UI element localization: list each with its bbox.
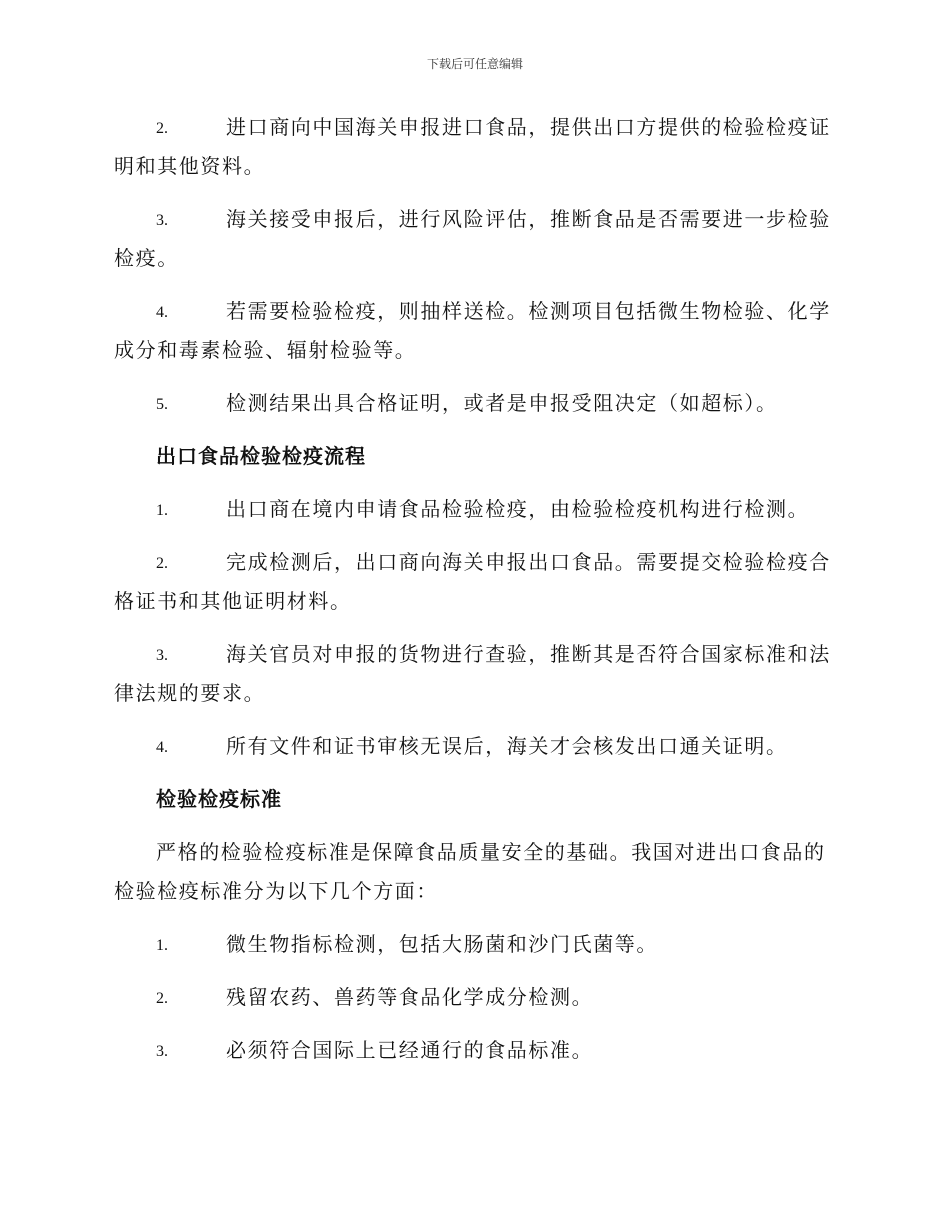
list-item bbox=[114, 727, 834, 766]
item-text-line1: 海关官员对申报的货物进行查验，推断其是否符合国家标准和法 bbox=[226, 642, 831, 666]
item-number: 4. bbox=[156, 739, 168, 756]
item-number: 5. bbox=[156, 396, 168, 413]
paragraph-line1: 严格的检验检疫标准是保障食品质量安全的基础。我国对进出口食品的 bbox=[156, 840, 826, 864]
item-text-line1: 微生物指标检测，包括大肠菌和沙门氏菌等。 bbox=[226, 932, 658, 956]
item-number: 3. bbox=[156, 212, 168, 229]
item-number: 2. bbox=[156, 555, 168, 572]
list-item bbox=[114, 1031, 834, 1070]
item-text-line1: 进口商向中国海关申报进口食品，提供出口方提供的检验检疫证 bbox=[226, 115, 831, 139]
document-body bbox=[114, 108, 834, 1084]
list-item bbox=[114, 635, 834, 713]
item-text-line2: 成分和毒素检验、辐射检验等。 bbox=[114, 338, 417, 362]
item-number: 4. bbox=[156, 304, 168, 321]
item-text-line1: 残留农药、兽药等食品化学成分检测。 bbox=[226, 985, 594, 1009]
list-item bbox=[114, 978, 834, 1017]
item-text-line2: 检疫。 bbox=[114, 246, 179, 270]
item-text-line1: 海关接受申报后，进行风险评估，推断食品是否需要进一步检验 bbox=[226, 207, 831, 231]
list-item bbox=[114, 292, 834, 370]
list-item bbox=[114, 543, 834, 621]
list-item bbox=[114, 490, 834, 529]
item-text-line1: 出口商在境内申请食品检验检疫，由检验检疫机构进行检测。 bbox=[226, 497, 810, 521]
section-heading-standards: 检验检疫标准 bbox=[156, 787, 282, 811]
item-number: 1. bbox=[156, 502, 168, 519]
paragraph-line2: 检验检疫标准分为以下几个方面： bbox=[114, 879, 438, 903]
intro-paragraph bbox=[114, 833, 834, 911]
item-text-line1: 必须符合国际上已经通行的食品标准。 bbox=[226, 1038, 594, 1062]
list-item bbox=[114, 200, 834, 278]
list-item bbox=[114, 108, 834, 186]
item-text-line2: 律法规的要求。 bbox=[114, 681, 266, 705]
item-number: 3. bbox=[156, 647, 168, 664]
page-header: 下载后可任意编辑 bbox=[426, 57, 523, 71]
list-item bbox=[114, 384, 834, 423]
item-number: 3. bbox=[156, 1043, 168, 1060]
item-number: 2. bbox=[156, 120, 168, 137]
item-text-line1: 若需要检验检疫，则抽样送检。检测项目包括微生物检验、化学 bbox=[226, 299, 831, 323]
section-heading-export: 出口食品检验检疫流程 bbox=[156, 444, 366, 468]
item-number: 2. bbox=[156, 990, 168, 1007]
item-text-line1: 所有文件和证书审核无误后，海关才会核发出口通关证明。 bbox=[226, 734, 788, 758]
list-item bbox=[114, 925, 834, 964]
item-number: 1. bbox=[156, 937, 168, 954]
item-text-line1: 检测结果出具合格证明，或者是申报受阻决定（如超标）。 bbox=[226, 391, 778, 415]
item-text-line2: 明和其他资料。 bbox=[114, 154, 266, 178]
item-text-line2: 格证书和其他证明材料。 bbox=[114, 589, 352, 613]
item-text-line1: 完成检测后，出口商向海关申报出口食品。需要提交检验检疫合 bbox=[226, 550, 831, 574]
